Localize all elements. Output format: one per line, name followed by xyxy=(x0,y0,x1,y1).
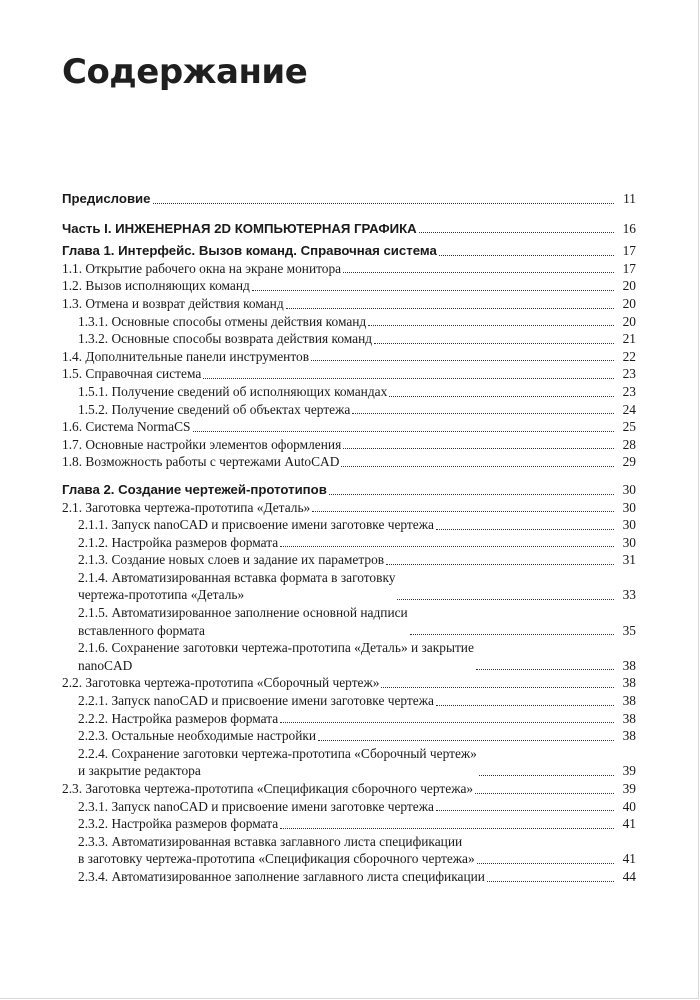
toc-entry[interactable] xyxy=(62,780,636,798)
toc-entry-page-number: 38 xyxy=(622,657,636,673)
dot-leader xyxy=(419,232,614,233)
dot-leader xyxy=(436,810,614,811)
toc-entry[interactable] xyxy=(62,745,636,780)
toc-entry-page-number: 30 xyxy=(622,517,636,533)
toc-entry-title: 1.5.1. Получение сведений об исполняющих командах xyxy=(78,383,388,399)
toc-entry[interactable] xyxy=(62,534,636,552)
toc-entry-title: 2.3. Заготовка чертежа-прототипа «Спецификация сборочного чертежа» xyxy=(62,781,474,796)
toc-entry[interactable] xyxy=(62,815,636,833)
toc-entry-title: 1.3. Отмена и возврат действия команд xyxy=(62,295,284,311)
toc-entry[interactable] xyxy=(62,516,636,534)
dot-leader xyxy=(318,740,614,741)
toc-entry-title: 1.5.2. Получение сведений об объектах чертежа xyxy=(78,401,351,417)
toc-entry[interactable] xyxy=(62,833,636,868)
page-title: Содержание xyxy=(62,52,308,92)
toc-entry-title: 2.1.2. Настройка размеров формата xyxy=(78,534,279,550)
dot-leader xyxy=(341,466,614,467)
toc-entry[interactable] xyxy=(62,436,636,454)
dot-leader xyxy=(252,290,614,291)
toc-entry[interactable] xyxy=(62,313,636,331)
dot-leader xyxy=(479,775,614,776)
toc-entry-page-number: 23 xyxy=(622,366,636,382)
toc-entry-title: Глава 1. Интерфейс. Вызов команд. Справочная система xyxy=(62,243,437,259)
toc-entry-title: 2.1.3. Создание новых слоев и задание их параметров xyxy=(78,552,385,568)
toc-entry-page-number: 30 xyxy=(622,534,636,550)
dot-leader xyxy=(153,203,615,204)
toc-entry[interactable] xyxy=(62,277,636,295)
toc-entry[interactable] xyxy=(62,639,636,674)
toc-entry-page-number: 41 xyxy=(622,816,636,832)
toc-entry-title: 2.3.1. Запуск nanoCAD и присвоение имени заготовке чертежа xyxy=(78,798,434,814)
dot-leader xyxy=(381,687,614,688)
toc-entry-page-number: 28 xyxy=(622,436,636,452)
toc-entry-title: 2.1.5. Автоматизированное заполнение основной надписи вставленного формата xyxy=(78,605,408,638)
dot-leader xyxy=(193,431,614,432)
dot-leader xyxy=(203,378,614,379)
toc-entry[interactable] xyxy=(62,383,636,401)
toc-entry-title: 1.2. Вызов исполняющих команд xyxy=(62,278,250,294)
dot-leader xyxy=(477,863,614,864)
dot-leader xyxy=(410,634,614,635)
toc-entry-page-number: 35 xyxy=(622,622,636,638)
dot-leader xyxy=(487,881,614,882)
toc-entry[interactable] xyxy=(62,365,636,383)
dot-leader xyxy=(329,494,614,495)
dot-leader xyxy=(397,599,614,600)
toc-entry-page-number: 17 xyxy=(622,243,636,259)
toc-entry-title: 2.3.3. Автоматизированная вставка заглавного листа спецификации в заготовку чертежа-прототипа «Спецификация сборочного чертежа» xyxy=(78,833,475,867)
toc-entry[interactable] xyxy=(62,868,636,886)
toc-entry-page-number: 29 xyxy=(622,454,636,470)
toc-entry[interactable] xyxy=(62,295,636,313)
toc-entry[interactable] xyxy=(62,569,636,604)
toc-entry[interactable] xyxy=(62,330,636,348)
toc-entry[interactable] xyxy=(62,674,636,692)
toc-entry-title: Предисловие xyxy=(62,191,151,206)
toc-entry[interactable] xyxy=(62,727,636,745)
toc-entry-page-number: 44 xyxy=(622,868,636,884)
toc-entry-page-number: 39 xyxy=(622,763,636,779)
toc-entry-title: 1.3.1. Основные способы отмены действия команд xyxy=(78,313,367,329)
toc-entry-page-number: 23 xyxy=(622,383,636,399)
toc-entry-page-number: 11 xyxy=(623,191,636,206)
dot-leader xyxy=(389,396,614,397)
toc-entry-title: 2.2.3. Остальные необходимые настройки xyxy=(78,728,317,744)
dot-leader xyxy=(343,272,614,273)
dot-leader xyxy=(436,705,614,706)
toc-entry[interactable] xyxy=(62,242,636,260)
toc-entry-title: Часть I. ИНЖЕНЕРНАЯ 2D КОМПЬЮТЕРНАЯ ГРАФИКА xyxy=(62,220,417,236)
toc-entry-page-number: 39 xyxy=(622,781,636,796)
toc-entry-page-number: 20 xyxy=(622,295,636,311)
dot-leader xyxy=(280,546,614,547)
toc-entry[interactable] xyxy=(62,604,636,639)
toc-entry-page-number: 17 xyxy=(622,260,636,276)
dot-leader xyxy=(475,793,614,794)
toc-entry[interactable] xyxy=(62,348,636,366)
toc-entry-title: 1.1. Открытие рабочего окна на экране монитора xyxy=(62,260,342,276)
toc-entry[interactable] xyxy=(62,453,636,471)
toc-entry[interactable] xyxy=(62,710,636,728)
dot-leader xyxy=(280,828,614,829)
toc-entry-title: 2.1.6. Сохранение заготовки чертежа-прототипа «Деталь» и закрытие nanoCAD xyxy=(78,640,474,673)
dot-leader xyxy=(280,722,614,723)
dot-leader xyxy=(352,413,614,414)
toc-entry-title: 2.3.4. Автоматизированное заполнение заглавного листа спецификации xyxy=(78,868,485,884)
toc-entry-page-number: 20 xyxy=(622,313,636,329)
toc-entry-page-number: 38 xyxy=(622,710,636,726)
toc-entry-page-number: 21 xyxy=(622,331,636,347)
toc-entry-title: 2.1.4. Автоматизированная вставка формата в заготовку чертежа-прототипа «Деталь» xyxy=(78,569,396,603)
toc-entry-title: 1.6. Система NormaCS xyxy=(62,419,191,435)
toc-entry-page-number: 38 xyxy=(622,675,636,691)
toc-entry-page-number: 38 xyxy=(622,693,636,709)
toc-entry-page-number: 24 xyxy=(622,401,636,417)
toc-entry-page-number: 25 xyxy=(622,419,636,435)
toc-entry-title: 1.5. Справочная система xyxy=(62,366,202,382)
toc-entry-title: 2.2.1. Запуск nanoCAD и присвоение имени заготовке чертежа xyxy=(78,693,434,709)
toc-entry-title: 1.3.2. Основные способы возврата действия команд xyxy=(78,331,373,347)
toc-entry[interactable] xyxy=(62,190,636,208)
toc-entry-title: Глава 2. Создание чертежей-прототипов xyxy=(62,481,327,497)
toc-entry-page-number: 20 xyxy=(622,278,636,294)
toc-entry-page-number: 30 xyxy=(622,499,636,515)
toc-entry-title: 1.4. Дополнительные панели инструментов xyxy=(62,348,310,364)
toc-entry-page-number: 38 xyxy=(622,728,636,744)
dot-leader xyxy=(368,325,614,326)
toc-entry[interactable] xyxy=(62,798,636,816)
toc-entry[interactable] xyxy=(62,401,636,419)
toc-entry[interactable] xyxy=(62,418,636,436)
toc-entry-title: 1.8. Возможность работы с чертежами AutoCAD xyxy=(62,454,340,470)
toc-entry-title: 2.1.1. Запуск nanoCAD и присвоение имени заготовке чертежа xyxy=(78,517,434,533)
toc-entry[interactable] xyxy=(62,260,636,278)
toc-entry-page-number: 30 xyxy=(622,481,636,497)
toc-entry-title: 2.2. Заготовка чертежа-прототипа «Сборочный чертеж» xyxy=(62,675,380,691)
dot-leader xyxy=(311,360,614,361)
toc-entry[interactable] xyxy=(62,551,636,569)
toc-entry-page-number: 41 xyxy=(622,851,636,867)
dot-leader xyxy=(476,669,614,670)
toc-entry-page-number: 40 xyxy=(622,798,636,814)
toc-entry-title: 2.2.2. Настройка размеров формата xyxy=(78,710,279,726)
dot-leader xyxy=(312,511,614,512)
table-of-contents xyxy=(62,190,636,886)
toc-entry[interactable] xyxy=(62,481,636,499)
toc-entry-title: 1.7. Основные настройки элементов оформления xyxy=(62,436,342,452)
dot-leader xyxy=(343,448,614,449)
dot-leader xyxy=(439,255,614,256)
toc-entry-page-number: 16 xyxy=(622,220,636,236)
toc-entry-title: 2.1. Заготовка чертежа-прототипа «Деталь» xyxy=(62,499,311,515)
toc-entry-page-number: 31 xyxy=(622,552,636,568)
toc-entry-title: 2.3.2. Настройка размеров формата xyxy=(78,816,279,832)
dot-leader xyxy=(386,564,614,565)
toc-entry[interactable] xyxy=(62,220,636,238)
dot-leader xyxy=(436,529,614,530)
toc-entry-title: 2.2.4. Сохранение заготовки чертежа-прототипа «Сборочный чертеж» и закрытие редактора xyxy=(78,745,477,779)
toc-entry-page-number: 33 xyxy=(622,587,636,603)
dot-leader xyxy=(374,343,614,344)
toc-entry[interactable] xyxy=(62,499,636,517)
dot-leader xyxy=(286,308,614,309)
toc-entry[interactable] xyxy=(62,692,636,710)
toc-entry-page-number: 22 xyxy=(622,348,636,364)
